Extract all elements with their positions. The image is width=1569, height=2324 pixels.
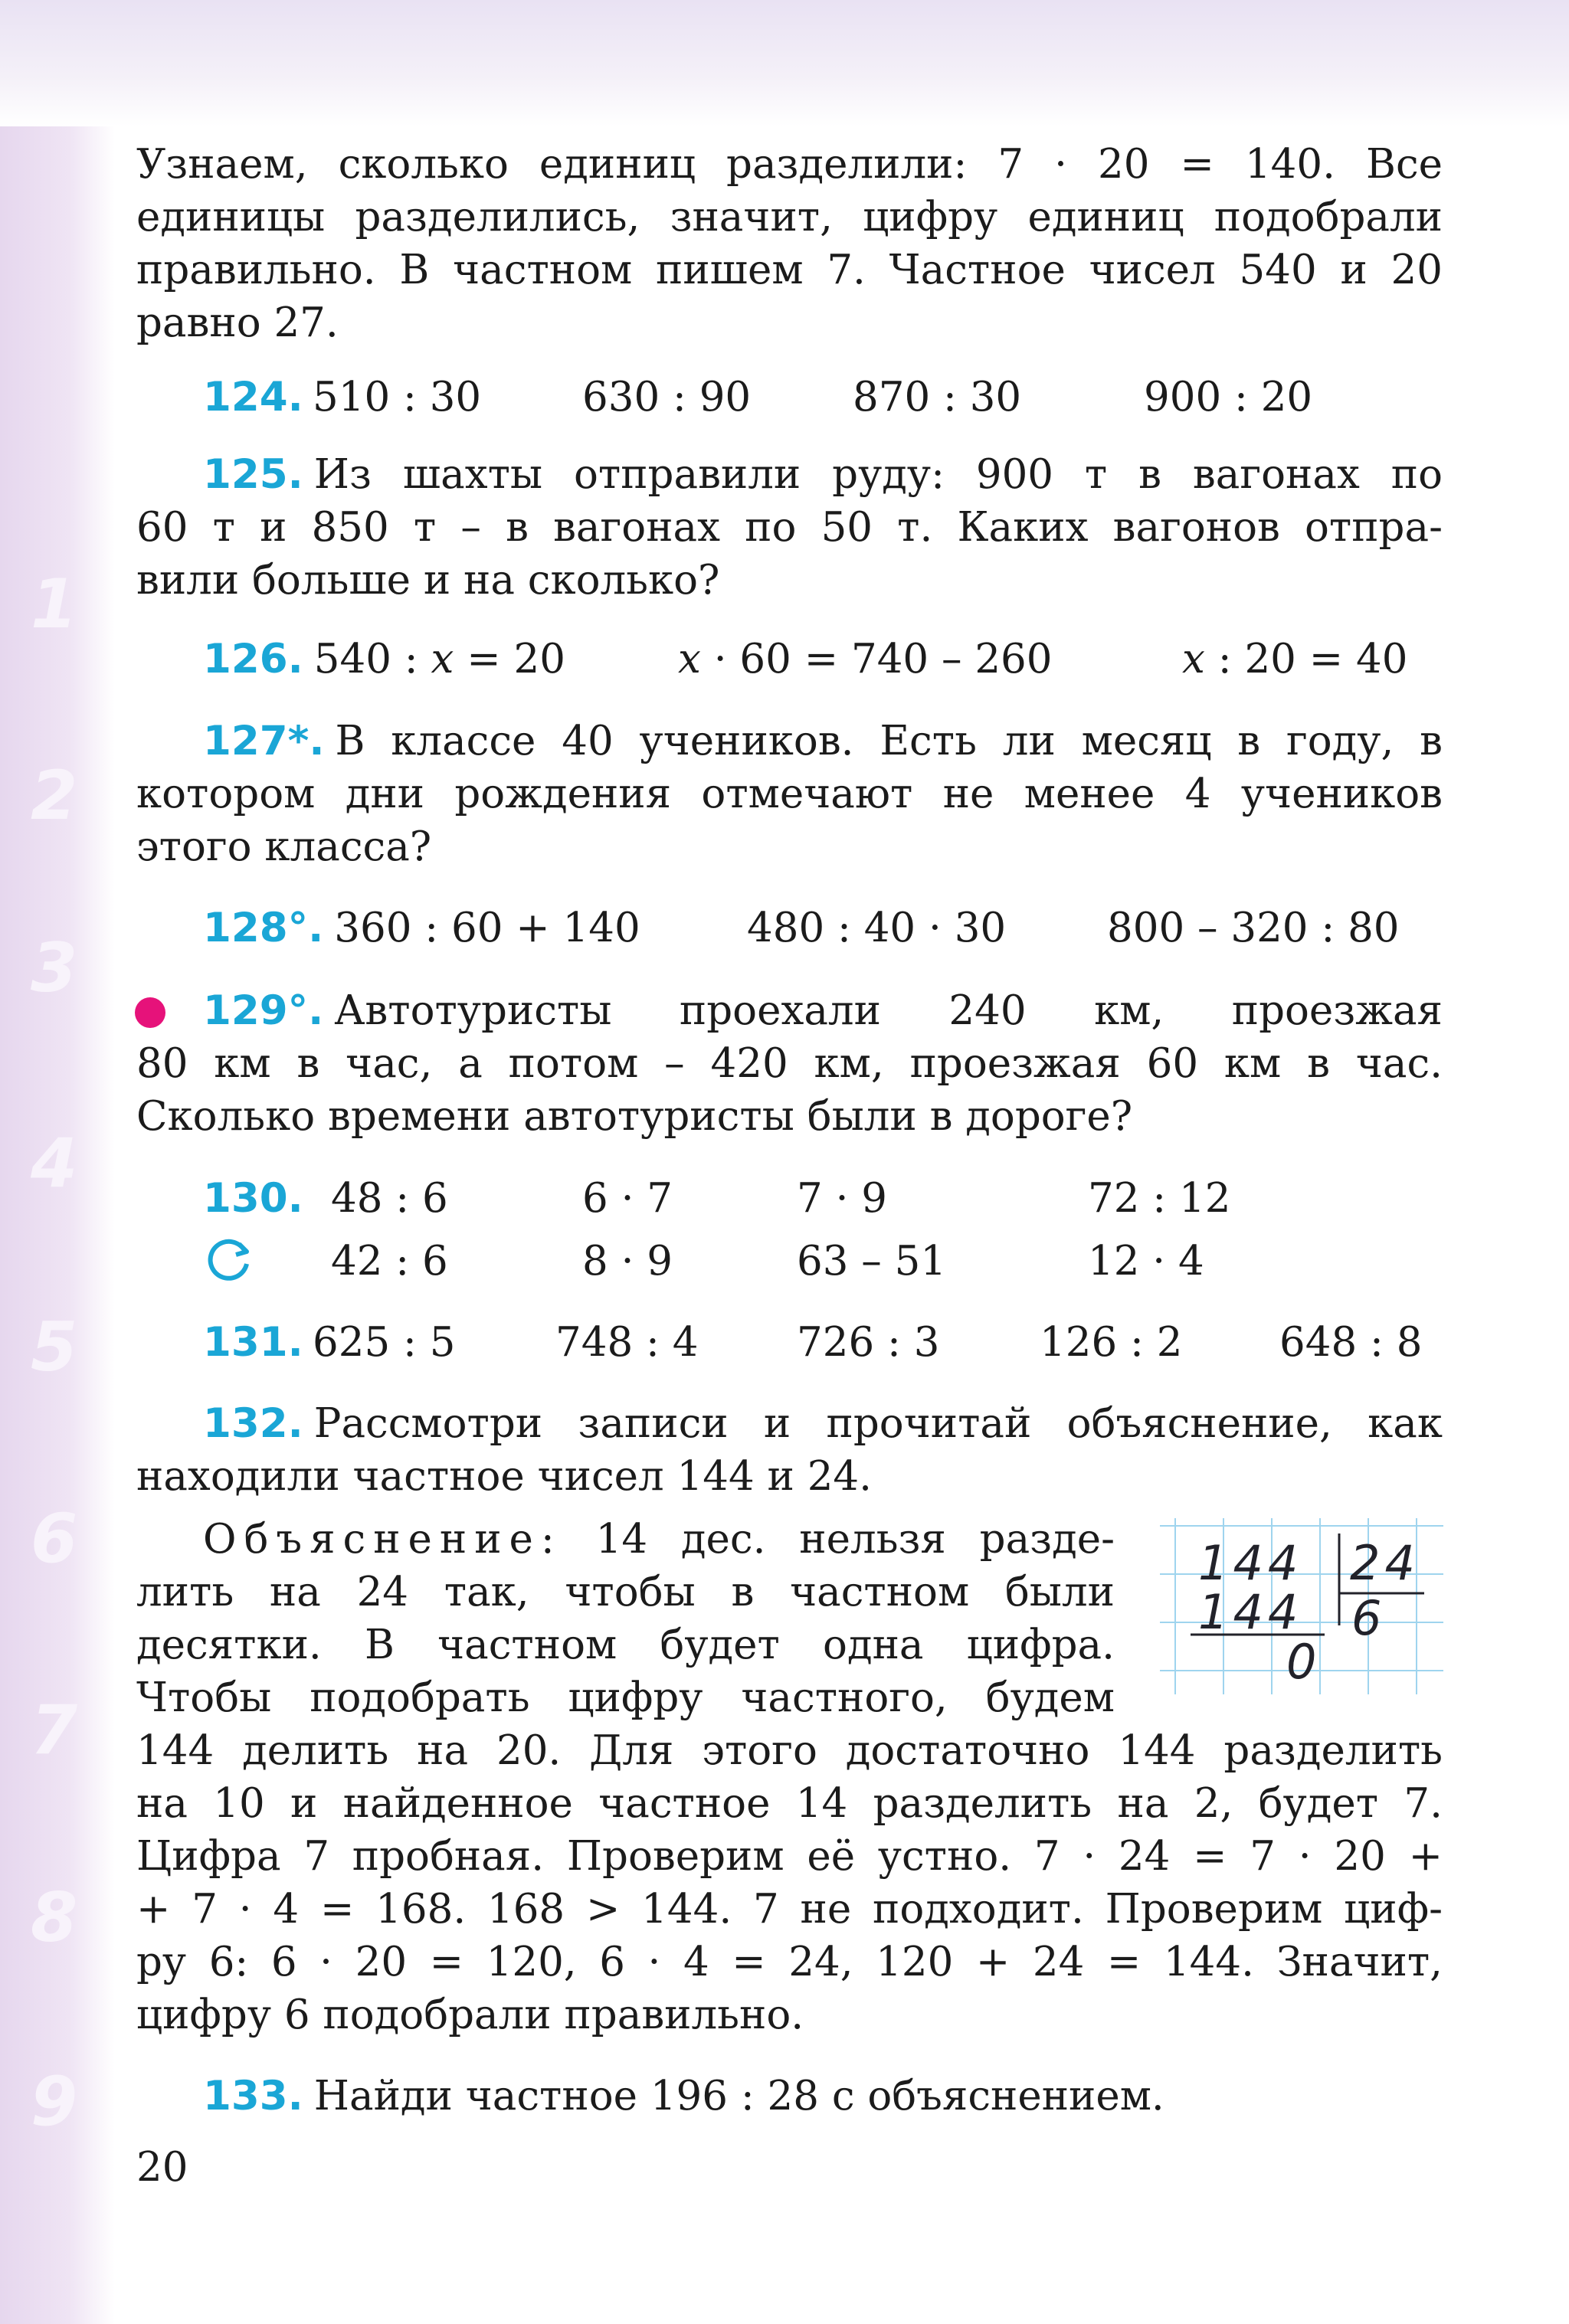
exercise-131	[203, 1316, 314, 1369]
ex130-item: 6 · 7	[582, 1175, 673, 1222]
exercise-text: Найди частное 196 : 28 с объяснением.	[313, 2073, 1164, 2119]
exercise-132-line-1	[203, 1397, 1443, 1450]
intro-line-4: равно 27.	[136, 300, 339, 346]
exercise-number: 132.	[203, 1400, 303, 1447]
side-number: 1	[31, 565, 78, 643]
side-number: 6	[31, 1499, 78, 1578]
equation-part: = 20	[454, 636, 565, 682]
ex130-item: 12 · 4	[1088, 1238, 1204, 1285]
side-number: 4	[31, 1124, 78, 1203]
equation-part: · 60 = 740 – 260	[700, 636, 1053, 682]
ex131-item: 625 : 5	[313, 1319, 456, 1366]
division-quotient: 6	[1351, 1590, 1387, 1646]
exercise-number: 126.	[203, 636, 303, 682]
intro-line-1: Узнаем, сколько единиц разделили: 7 · 20 = 140. Все	[136, 141, 1443, 188]
explanation-line-1	[203, 1513, 1115, 1566]
exercise-124	[203, 371, 314, 424]
exercise-text: Автотуристы проехали 240 км, проезжая	[334, 987, 1443, 1034]
equation-part: : 20 = 40	[1204, 636, 1408, 682]
top-band	[0, 0, 1569, 126]
ex128-item: 800 – 320 : 80	[1107, 905, 1400, 951]
explanation-line-4: Чтобы подобрать цифру частного, будем	[136, 1674, 1115, 1721]
equation-variable: x	[431, 636, 454, 682]
ex130-item: 63 – 51	[797, 1238, 947, 1285]
explanation-line-5: 144 делить на 20. Для этого достаточно 144 разделить	[136, 1727, 1443, 1774]
exercise-129-line-3: Сколько времени автотуристы были в дороге?	[136, 1093, 1133, 1140]
ex126-equation-2	[678, 633, 1053, 686]
ex124-item: 870 : 30	[853, 374, 1022, 421]
exercise-125-line-3: вили больше и на сколько?	[136, 557, 720, 604]
explanation-line-6: на 10 и найденное частное 14 разделить на 2, будет 7.	[136, 1780, 1443, 1827]
ex130-item: 42 : 6	[331, 1238, 448, 1285]
exercise-text: В классе 40 учеников. Есть ли месяц в году, в	[335, 718, 1443, 764]
exercise-number: 129°.	[203, 987, 324, 1034]
exercise-126	[203, 633, 565, 686]
exercise-text: Рассмотри записи и прочитай объяснение, как	[313, 1400, 1443, 1447]
exercise-number: 124.	[203, 374, 303, 421]
ex124-item: 900 : 20	[1144, 374, 1313, 421]
exercise-125-line-1	[203, 448, 1443, 501]
exercise-129-line-1	[203, 984, 1443, 1037]
ex131-item: 726 : 3	[797, 1319, 940, 1366]
explanation-text: 14 дес. нельзя разде-	[562, 1516, 1115, 1563]
exercise-number: 133.	[203, 2073, 303, 2119]
division-dividend: 144	[1198, 1535, 1303, 1591]
exercise-127-line-2: котором дни рождения отмечают не менее 4 учеников	[136, 771, 1443, 817]
exercise-132-line-2: находили частное чисел 144 и 24.	[136, 1453, 873, 1500]
division-subtrahend: 144	[1198, 1584, 1303, 1640]
ex131-item: 648 : 8	[1279, 1319, 1423, 1366]
repeat-cycle-icon	[202, 1233, 254, 1285]
explanation-line-8: + 7 · 4 = 168. 168 > 144. 7 не подходит. Проверим циф-	[136, 1886, 1443, 1933]
equation-variable: x	[1182, 636, 1205, 682]
exercise-129-line-2: 80 км в час, а потом – 420 км, проезжая 60 км в час.	[136, 1040, 1443, 1087]
division-remainder: 0	[1286, 1634, 1322, 1690]
exercise-number: 130.	[203, 1175, 303, 1222]
explanation-label: Объяснение:	[203, 1516, 562, 1563]
long-division-grid	[1160, 1518, 1443, 1694]
side-number: 9	[31, 2062, 78, 2141]
exercise-number: 125.	[203, 451, 303, 498]
explanation-line-2: лить на 24 так, чтобы в частном были	[136, 1569, 1115, 1615]
exercise-number: 131.	[203, 1319, 303, 1366]
exercise-number: 128°.	[203, 905, 324, 951]
exercise-133	[203, 2070, 1443, 2123]
exercise-128	[203, 902, 640, 954]
exercise-127-line-1	[203, 715, 1443, 768]
ex128-item: 480 : 40 · 30	[747, 905, 1007, 951]
side-number: 2	[31, 756, 78, 835]
page-number: 20	[136, 2144, 188, 2191]
intro-line-3: правильно. В частном пишем 7. Частное чисел 540 и 20	[136, 247, 1443, 293]
equation-variable: x	[678, 636, 701, 682]
explanation-line-3: десятки. В частном будет одна цифра.	[136, 1622, 1115, 1668]
ex130-item: 8 · 9	[582, 1238, 673, 1285]
equation-part: 540 :	[313, 636, 431, 682]
explanation-line-10: цифру 6 подобрали правильно.	[136, 1992, 804, 2038]
exercise-text: Из шахты отправили руду: 900 т в вагонах по	[313, 451, 1443, 498]
ex130-item: 72 : 12	[1088, 1175, 1231, 1222]
side-number: 5	[31, 1308, 78, 1386]
exercise-127-line-3: этого класса?	[136, 823, 432, 870]
ex124-item: 630 : 90	[582, 374, 752, 421]
ex131-item: 748 : 4	[555, 1319, 699, 1366]
explanation-line-7: Цифра 7 пробная. Проверим её устно. 7 · 24 = 7 · 20 +	[136, 1833, 1443, 1880]
side-number: 7	[31, 1691, 78, 1769]
ex124-item: 510 : 30	[313, 374, 482, 421]
side-number: 8	[31, 1878, 78, 1957]
ex130-item: 48 : 6	[331, 1175, 448, 1222]
division-divisor: 24	[1350, 1535, 1420, 1591]
ex128-item: 360 : 60 + 140	[334, 905, 640, 951]
explanation-line-9: ру 6: 6 · 20 = 120, 6 · 4 = 24, 120 + 24 = 144. Значит,	[136, 1939, 1443, 1985]
exercise-125-line-2: 60 т и 850 т – в вагонах по 50 т. Каких вагонов отпра-	[136, 504, 1443, 551]
side-number: 3	[31, 928, 78, 1007]
exercise-130	[203, 1172, 314, 1225]
ex130-item: 7 · 9	[797, 1175, 887, 1222]
bullet-dot	[135, 997, 165, 1028]
ex126-equation-3	[1182, 633, 1407, 686]
ex131-item: 126 : 2	[1040, 1319, 1183, 1366]
exercise-number: 127*.	[203, 718, 325, 764]
intro-line-2: единицы разделились, значит, цифру единиц подобрали	[136, 194, 1443, 241]
side-band	[0, 126, 115, 2324]
